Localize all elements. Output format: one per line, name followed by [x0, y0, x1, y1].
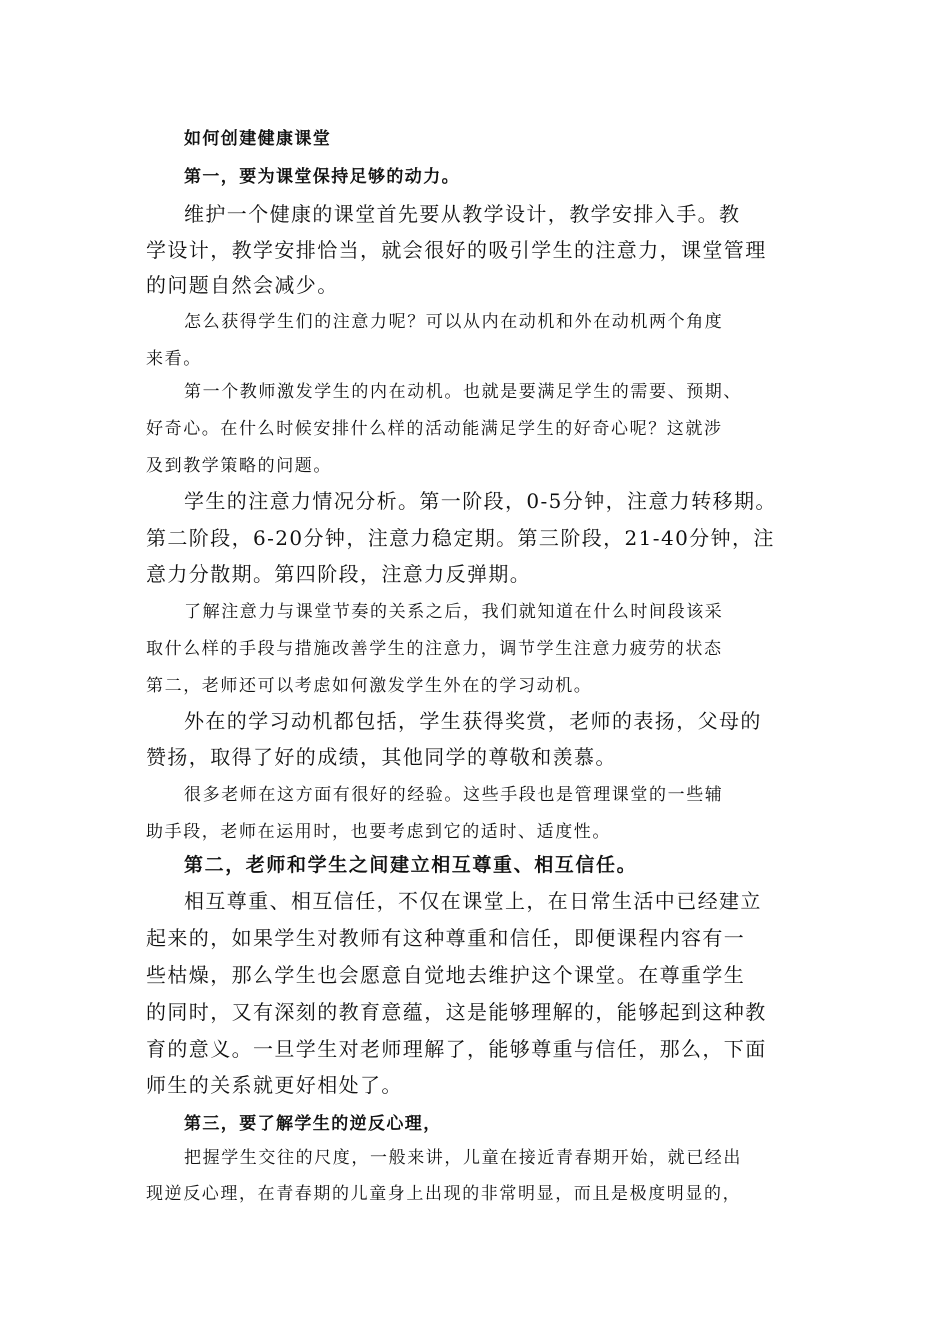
paragraph-line: 师生的关系就更好相处了。 — [146, 1073, 403, 1097]
paragraph-line: 很多老师在这方面有很好的经验。这些手段也是管理课堂的一些辅 — [184, 785, 724, 805]
document-title: 如何创建健康课堂 — [184, 129, 332, 149]
paragraph-line: 的问题自然会减少。 — [146, 273, 339, 297]
paragraph-line: 了解注意力与课堂节奏的关系之后，我们就知道在什么时间段该采 — [184, 602, 724, 622]
paragraph-line: 相互尊重、相互信任，不仅在课堂上，在日常生活中已经建立 — [184, 889, 762, 913]
paragraph-line: 第二阶段，6-20分钟，注意力稳定期。第三阶段，21-40分钟，注 — [146, 526, 775, 550]
paragraph-line: 助手段，老师在运用时，也要考虑到它的适时、适度性。 — [146, 822, 611, 842]
section-heading: 第三，要了解学生的逆反心理， — [184, 1114, 442, 1134]
section-heading: 第二，老师和学生之间建立相互尊重、相互信任。 — [184, 854, 638, 876]
paragraph-line: 学生的注意力情况分析。第一阶段，0-5分钟，注意力转移期。 — [184, 489, 777, 513]
section-heading: 第一，要为课堂保持足够的动力。 — [184, 167, 460, 187]
paragraph-line: 第一个教师激发学生的内在动机。也就是要满足学生的需要、预期、 — [184, 382, 742, 402]
paragraph-line: 怎么获得学生们的注意力呢？可以从内在动机和外在动机两个角度 — [184, 312, 724, 332]
paragraph-line: 些枯燥，那么学生也会愿意自觉地去维护这个课堂。在尊重学生 — [146, 963, 746, 987]
paragraph-line: 维护一个健康的课堂首先要从教学设计，教学安排入手。教 — [184, 202, 741, 226]
paragraph-line: 取什么样的手段与措施改善学生的注意力，调节学生注意力疲劳的状态 — [146, 639, 723, 659]
paragraph-line: 起来的，如果学生对教师有这种尊重和信任，即便课程内容有一 — [146, 926, 746, 950]
paragraph-line: 好奇心。在什么时候安排什么样的活动能满足学生的好奇心呢？这就涉 — [146, 419, 723, 439]
paragraph-line: 的同时，又有深刻的教育意蕴，这是能够理解的，能够起到这种教 — [146, 1000, 767, 1024]
paragraph-line: 外在的学习动机都包括，学生获得奖赏，老师的表扬，父母的 — [184, 709, 762, 733]
paragraph-line: 现逆反心理，在青春期的儿童身上出现的非常明显，而且是极度明显的， — [146, 1184, 742, 1204]
paragraph-line: 赞扬，取得了好的成绩，其他同学的尊敬和羡慕。 — [146, 745, 617, 769]
paragraph-line: 把握学生交往的尺度，一般来讲，儿童在接近青春期开始，就已经出 — [184, 1148, 742, 1168]
paragraph-line: 学设计，教学安排恰当，就会很好的吸引学生的注意力，课堂管理 — [146, 238, 767, 262]
paragraph-line: 第二，老师还可以考虑如何激发学生外在的学习动机。 — [146, 676, 593, 696]
paragraph-line: 来看。 — [146, 349, 202, 369]
paragraph-line: 育的意义。一旦学生对老师理解了，能够尊重与信任，那么，下面 — [146, 1037, 767, 1061]
paragraph-line: 意力分散期。第四阶段，注意力反弹期。 — [146, 562, 532, 586]
paragraph-line: 及到教学策略的问题。 — [146, 456, 332, 476]
